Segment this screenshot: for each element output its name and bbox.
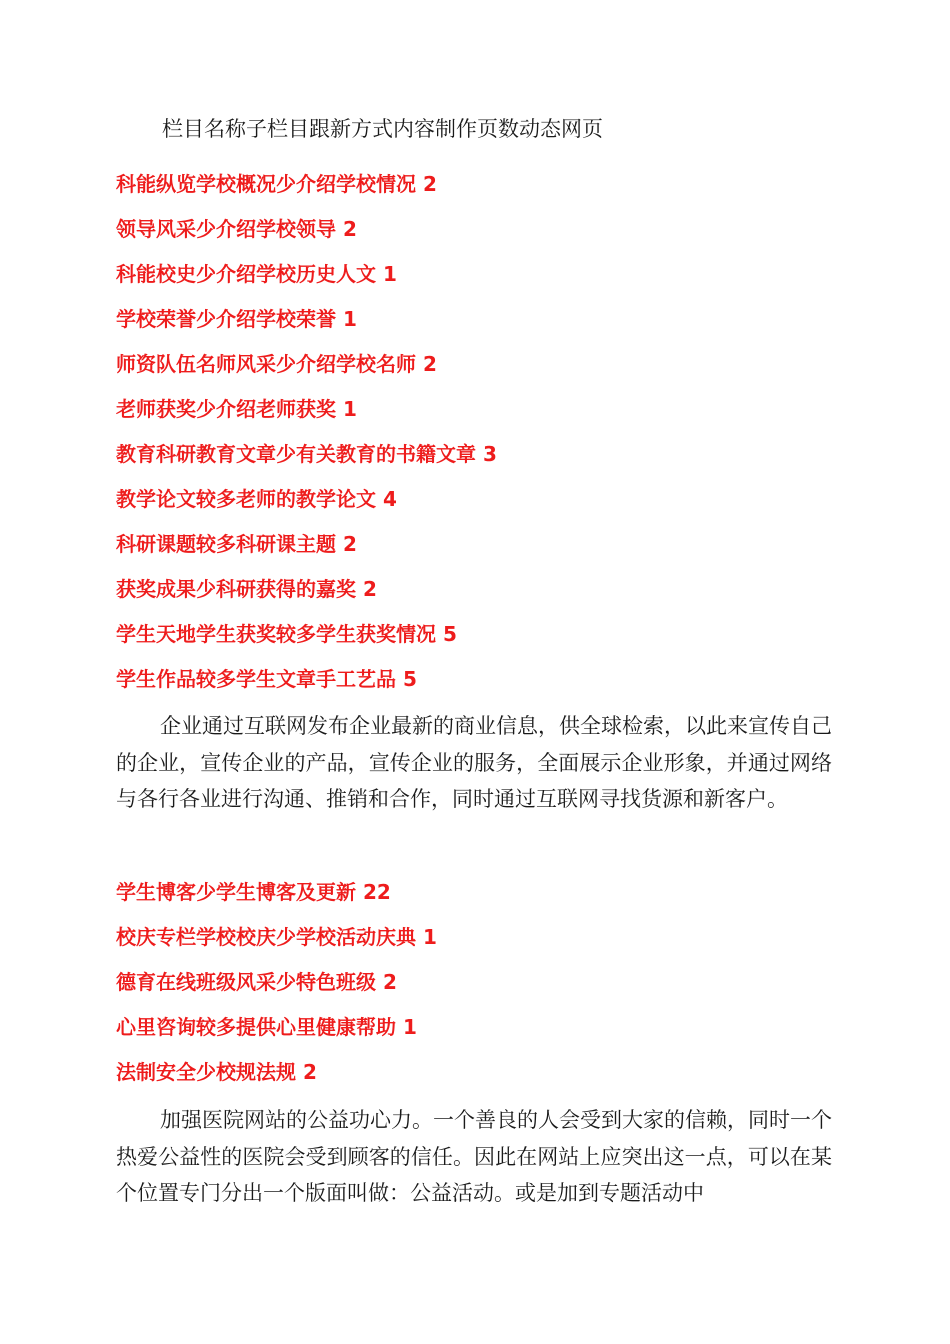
list-item: 德育在线班级风采少特色班级 2 <box>116 970 397 994</box>
list-item: 校庆专栏学校校庆少学校活动庆典 1 <box>116 925 437 949</box>
list-item: 教育科研教育文章少有关教育的书籍文章 3 <box>116 442 497 466</box>
list-item: 科研课题较多科研课主题 2 <box>116 532 357 556</box>
table-heading: 栏目名称子栏目跟新方式内容制作页数动态网页 <box>162 117 603 141</box>
list-item: 领导风采少介绍学校领导 2 <box>116 217 357 241</box>
body-paragraph-2: 加强医院网站的公益功心力。一个善良的人会受到大家的信赖，同时一个热爱公益性的医院会受到顾客的信任。因此在网站上应突出这一点，可以在某个位置专门分出一个版面叫做：公益活动。或是加到专题活动中 <box>116 1108 832 1205</box>
column-list-2 <box>116 876 856 1101</box>
body-paragraph-1: 企业通过互联网发布企业最新的商业信息，供全球检索，以此来宣传自己的企业，宣传企业的产品，宣传企业的服务，全面展示企业形象，并通过网络与各行各业进行沟通、推销和合作，同时通过互联网寻找货源和新客户。 <box>116 714 832 811</box>
column-list-1 <box>116 168 856 708</box>
list-item: 学生博客少学生博客及更新 22 <box>116 880 391 904</box>
list-item: 科能纵览学校概况少介绍学校情况 2 <box>116 172 437 196</box>
list-item: 学生天地学生获奖较多学生获奖情况 5 <box>116 622 457 646</box>
list-item: 心里咨询较多提供心里健康帮助 1 <box>116 1015 417 1039</box>
list-item: 学校荣誉少介绍学校荣誉 1 <box>116 307 357 331</box>
list-item: 法制安全少校规法规 2 <box>116 1060 317 1084</box>
list-item: 获奖成果少科研获得的嘉奖 2 <box>116 577 377 601</box>
list-item: 学生作品较多学生文章手工艺品 5 <box>116 667 417 691</box>
list-item: 师资队伍名师风采少介绍学校名师 2 <box>116 352 437 376</box>
list-item: 老师获奖少介绍老师获奖 1 <box>116 397 357 421</box>
list-item: 科能校史少介绍学校历史人文 1 <box>116 262 397 286</box>
list-item: 教学论文较多老师的教学论文 4 <box>116 487 397 511</box>
